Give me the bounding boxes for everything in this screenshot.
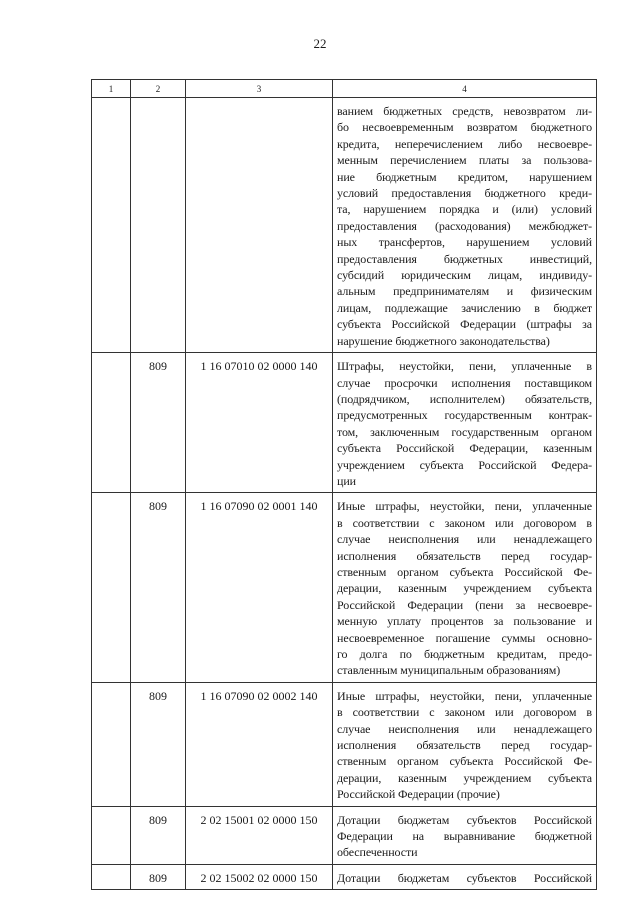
cell-budget-code: 1 16 07010 02 0000 140 (186, 353, 333, 493)
cell-description (333, 682, 597, 806)
cell-description (333, 806, 597, 864)
description-line: ственным органом субъекта Российской Фе- (337, 754, 592, 769)
cell-budget-code (186, 98, 333, 353)
cell-admin-code: 809 (131, 806, 186, 864)
cell-description (333, 353, 597, 493)
table-row (92, 353, 597, 493)
description-line: случае неисполнения или ненадлежащего (337, 532, 592, 547)
table-row (92, 682, 597, 806)
description-line: альным предпринимателям и физическим (337, 284, 592, 299)
table-row (92, 864, 597, 889)
description-line: несвоевременное погашение суммы основно- (337, 630, 592, 645)
cell-empty (92, 864, 131, 889)
description-line: Иные штрафы, неустойки, пени, уплаченные (337, 499, 592, 514)
description-line: ванием бюджетных средств, невозвратом ли- (337, 104, 592, 118)
budget-classification-table (91, 79, 597, 890)
column-number-1: 1 (92, 80, 131, 98)
cell-budget-code: 2 02 15001 02 0000 150 (186, 806, 333, 864)
description-line: ственным органом субъекта Российской Фе- (337, 564, 592, 579)
column-number-4: 4 (333, 80, 597, 98)
description-line: дерации, казенным учреждением субъекта (337, 581, 592, 596)
description-line: предусмотренных государственным контрак- (337, 408, 592, 423)
description-line: Дотации бюджетам субъектов Российской (337, 812, 592, 827)
cell-description (333, 493, 597, 682)
description-line: предоставления (расходования) межбюджет- (337, 218, 592, 233)
table-row (92, 806, 597, 864)
table-row (92, 493, 597, 682)
description-line: в соответствии с законом или договором в (337, 515, 592, 530)
cell-admin-code: 809 (131, 493, 186, 682)
description-line: Российской Федерации (пени за несвоевре- (337, 597, 592, 612)
description-line: в соответствии с законом или договором в (337, 705, 592, 720)
description-line: учреждением субъекта Российской Федера- (337, 457, 592, 472)
table-row (92, 98, 597, 353)
description-line: Федерации на выравнивание бюджетной (337, 829, 592, 844)
cell-description (333, 98, 597, 353)
description-line: бо несвоевременным возвратом бюджетного (337, 120, 592, 135)
description-line: менным перечислением платы за пользова- (337, 153, 592, 168)
description-line: Дотации бюджетам субъектов Российской (337, 870, 592, 885)
cell-admin-code: 809 (131, 353, 186, 493)
description-line: ставленным муниципальным образованиям) (337, 663, 561, 678)
cell-admin-code: 809 (131, 864, 186, 889)
column-number-2: 2 (131, 80, 186, 98)
cell-empty (92, 98, 131, 353)
description-line: исполнения обязательств перед государ- (337, 548, 592, 563)
column-number-3: 3 (186, 80, 333, 98)
description-line: предоставления бюджетных инвестиций, (337, 251, 592, 266)
cell-empty (92, 806, 131, 864)
cell-description (333, 864, 597, 889)
description-line: ние бюджетным кредитом, нарушением (337, 169, 592, 184)
description-line: условий предоставления бюджетного креди- (337, 186, 592, 201)
description-line: случае просрочки исполнения поставщиком (337, 375, 592, 390)
description-line: та, нарушением порядка и (или) условий (337, 202, 592, 217)
description-line: исполнения обязательств перед государ- (337, 738, 592, 753)
page-number: 22 (313, 36, 327, 51)
cell-admin-code: 809 (131, 682, 186, 806)
cell-empty (92, 353, 131, 493)
cell-budget-code: 1 16 07090 02 0001 140 (186, 493, 333, 682)
description-line: нарушение бюджетного законодательства) (337, 333, 550, 348)
table-body (92, 98, 597, 890)
description-line: ции (337, 473, 356, 488)
description-line: го долга по бюджетным кредитам, предо- (337, 647, 592, 661)
cell-budget-code: 2 02 15002 02 0000 150 (186, 864, 333, 889)
description-line: ных трансфертов, нарушением условий (337, 235, 592, 250)
description-line: менную уплату процентов за пользование и (337, 614, 592, 629)
description-line: кредита, неперечислением либо несвоевре- (337, 136, 592, 151)
description-line: субъекта Российской Федерации, казенным (337, 441, 592, 456)
cell-admin-code (131, 98, 186, 353)
description-line: субсидий юридическим лицам, индивиду- (337, 268, 592, 283)
description-line: (подрядчиком, исполнителем) обязательств, (337, 391, 592, 406)
cell-budget-code: 1 16 07090 02 0002 140 (186, 682, 333, 806)
description-line: обеспеченности (337, 845, 418, 860)
description-line: Российской Федерации (прочие) (337, 787, 500, 802)
description-line: Штрафы, неустойки, пени, уплаченные в (337, 359, 592, 374)
description-line: дерации, казенным учреждением субъекта (337, 770, 592, 785)
description-line: том, заключенным государственным органом (337, 424, 592, 439)
description-line: случае неисполнения или ненадлежащего (337, 721, 592, 736)
column-number-row (92, 80, 597, 98)
description-line: субъекта Российской Федерации (штрафы за (337, 317, 592, 332)
description-line: Иные штрафы, неустойки, пени, уплаченные (337, 688, 592, 703)
description-line: лицам, подлежащие зачислению в бюджет (337, 300, 592, 315)
cell-empty (92, 493, 131, 682)
cell-empty (92, 682, 131, 806)
